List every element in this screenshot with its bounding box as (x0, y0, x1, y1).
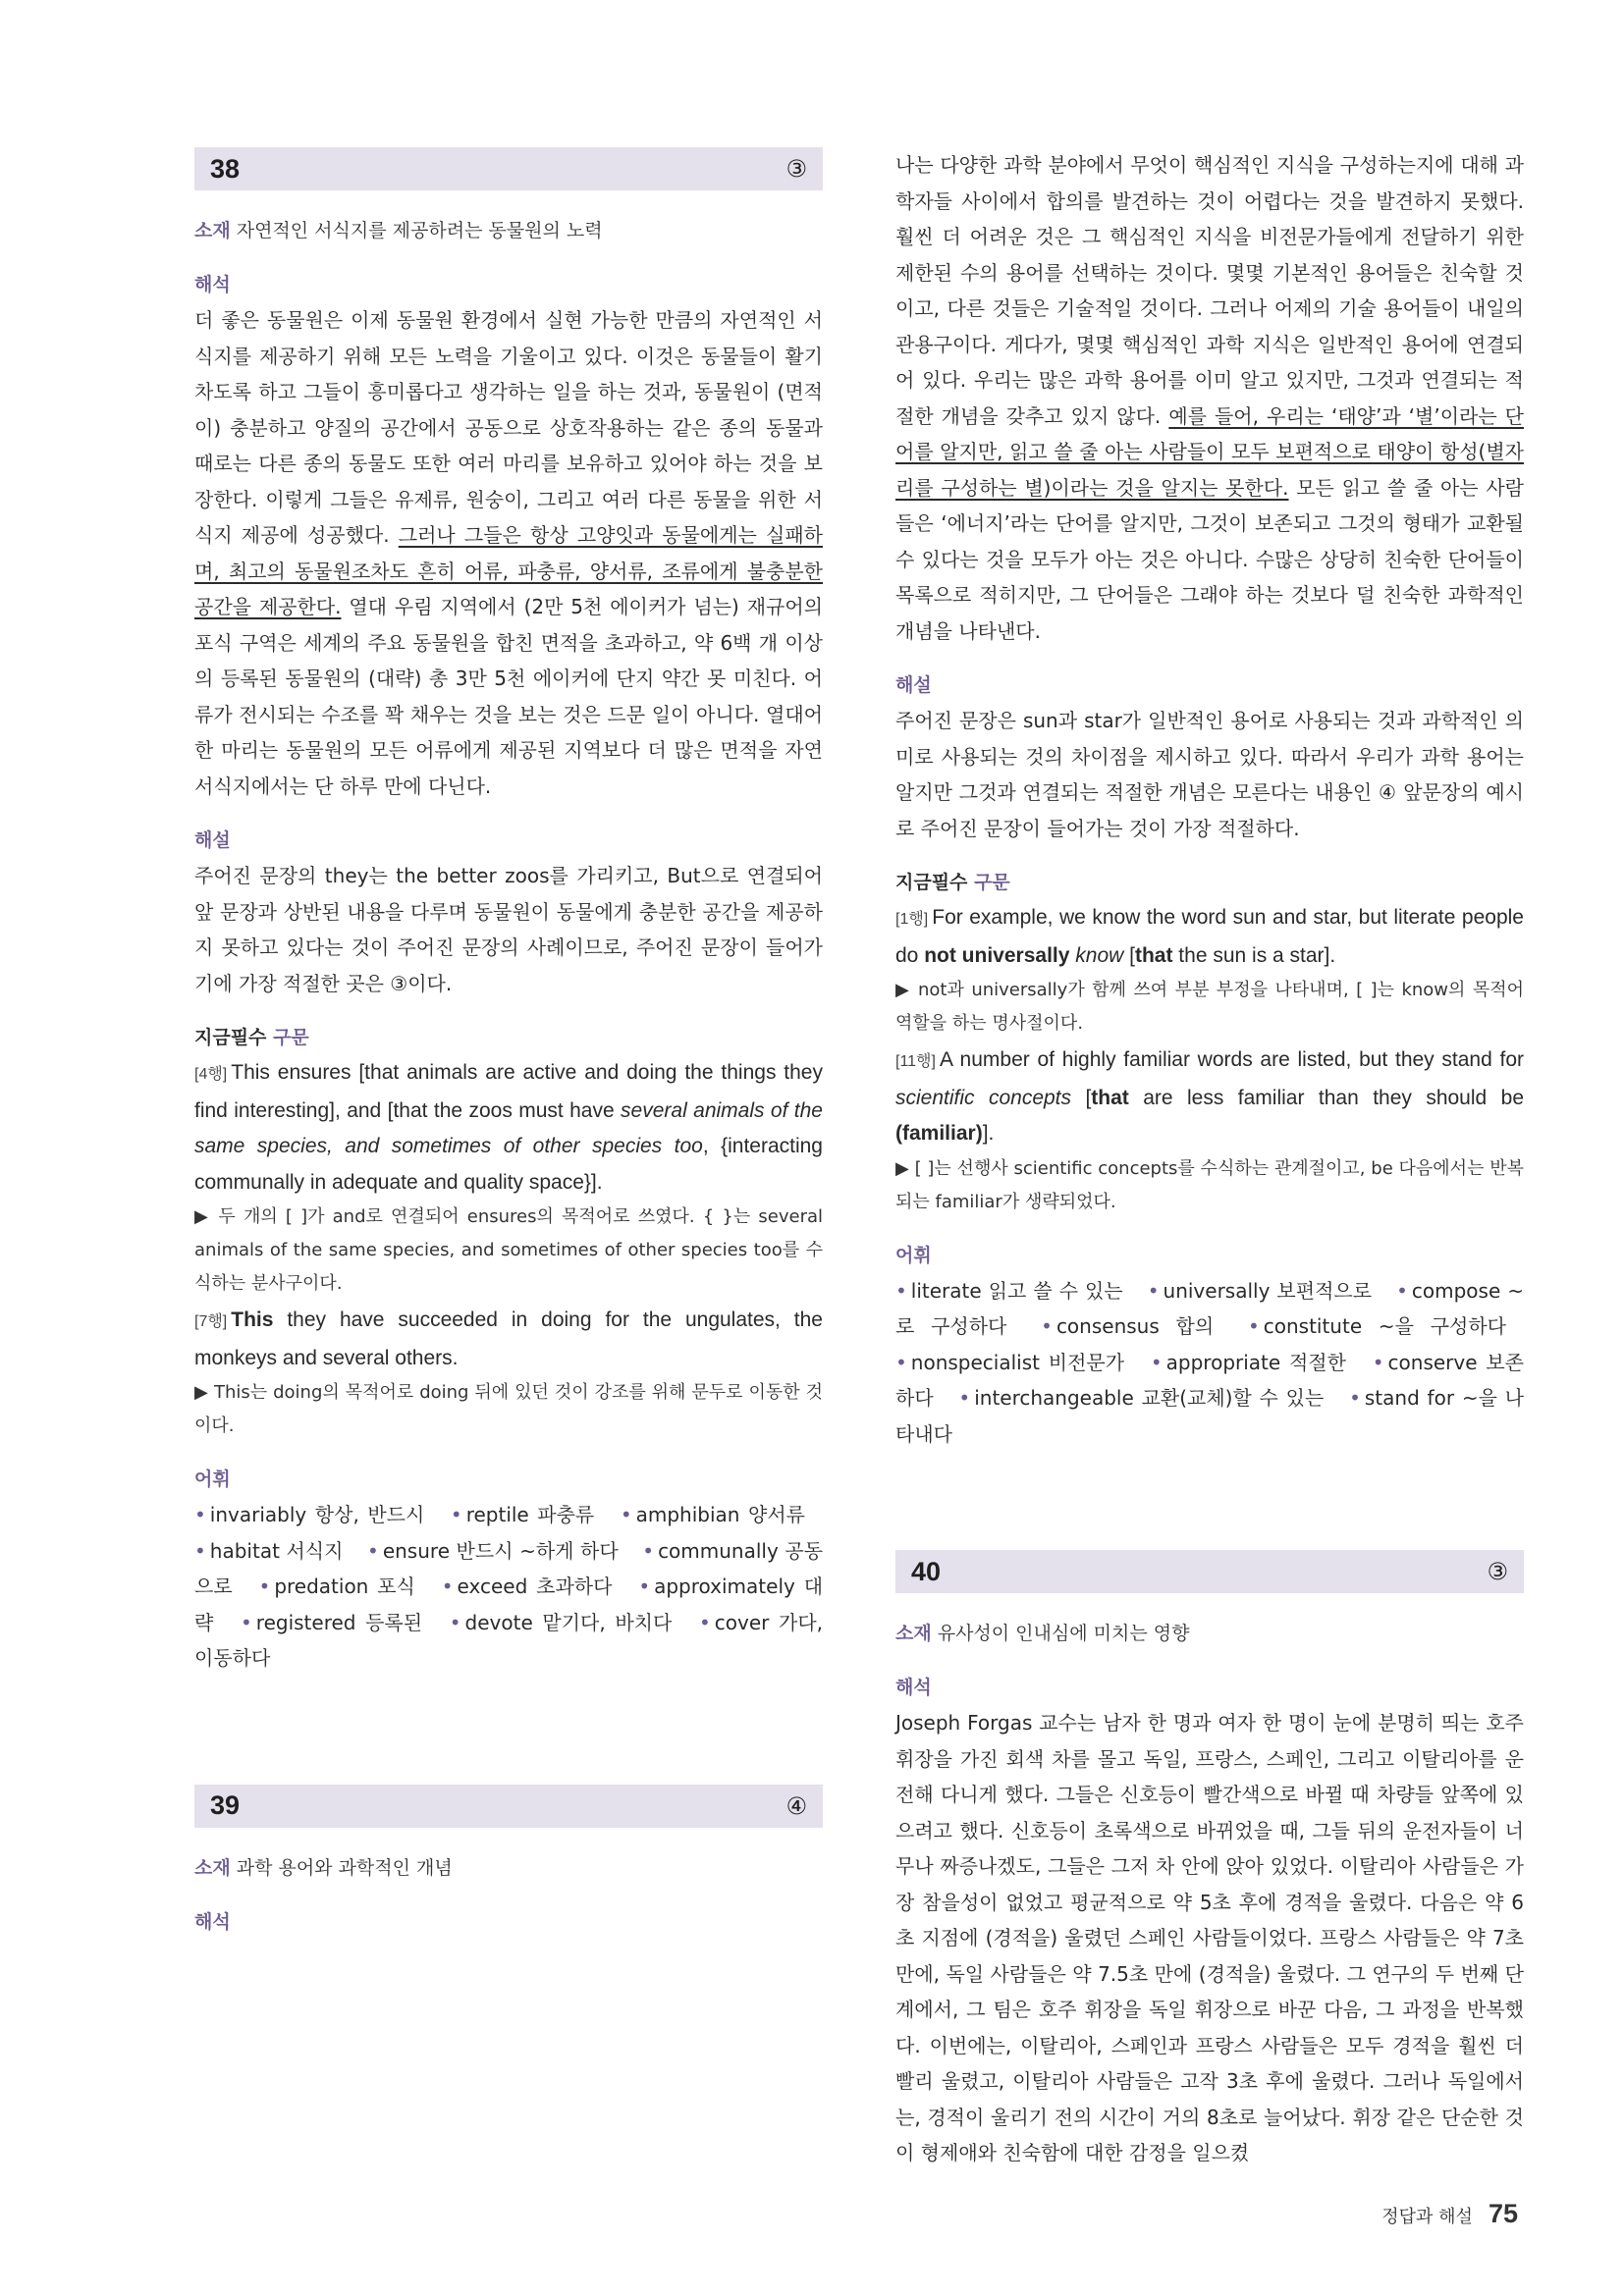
sentence-part: This ensures [that animals are active and doing the things they find interesting], and [that the zoos must have (194, 1061, 823, 1122)
question-number: 38 (210, 153, 241, 184)
sentence-italic: several animals of the same species, and sometimes of other species too (194, 1098, 823, 1157)
structure-note: ▶ This는 doing의 목적어로 doing 뒤에 있던 것이 강조를 위해 문두로 이동한 것이다. (194, 1382, 823, 1436)
sentence-part: are less familiar than they should be (1128, 1086, 1524, 1109)
explanation-heading: 해설 (895, 674, 932, 696)
structure-sentence (895, 900, 1524, 974)
vocab-item: • compose ~로 구성하다 (895, 1278, 1525, 1338)
topic-text: 유사성이 인내심에 미치는 영향 (937, 1623, 1190, 1644)
sentence-part: ]. (982, 1122, 995, 1145)
question-number: 40 (911, 1556, 942, 1586)
vocab-item: • appropriate 적절한 (1150, 1350, 1346, 1374)
structure-heading-sub: 구문 (974, 872, 1010, 893)
structure-sentence (194, 1303, 823, 1376)
sentence-bold: not universally (924, 943, 1070, 967)
translation-heading: 해석 (194, 274, 231, 295)
vocab-item: • constitute ~을 구성하다 (1247, 1314, 1507, 1338)
vocab-item: • stand for ~을 나타내다 (895, 1386, 1524, 1446)
right-column (895, 147, 1524, 2171)
sentence-bold: (familiar) (895, 1122, 983, 1145)
vocab-item: • devote 맡기다, 바치다 (449, 1610, 673, 1634)
topic-tag: 소재 (895, 1623, 932, 1644)
translation-paragraph: Joseph Forgas 교수는 남자 한 명과 여자 한 명이 눈에 분명히 띄는 호주 휘장을 가진 회색 차를 몰고 독일, 프랑스, 스페인, 그리고 이탈리아를 운전해 다니게 했다. 그들은 신호등이 빨간색으로 바뀔 때 차량들 앞쪽에 있으려고 했다. 신호등이 초록색으로 바뀌었을 때, 그들 뒤의 운전자들이 너무나 짜증나겠도, 그들은 그저 차 안에 앉아 있었다. 이탈리아 사람들은 가장 참을성이 없었고 평균적으로 약 5초 후에 경적을 울렸다. 다음은 약 6초 지점에 (경적을) 울렸던 스페인 사람들이었다. 프랑스 사람들은 약 7초 만에, 독일 사람들은 약 7.5초 만에 (경적을) 울렸다. 그 연구의 두 번째 단계에서, 그 팀은 호주 휘장을 독일 휘장으로 바꾼 다음, 그 과정을 반복했다. 이번에는, 이탈리아, 스페인과 프랑스 사람들은 모두 경적을 훨씬 더 빨리 울렸고, 이탈리아 사람들은 고작 3초 후에 울렸다. 그러나 독일에서는, 경적이 울리기 전의 시간이 거의 8초로 늘어났다. 휘장 같은 단순한 것이 형제애와 친숙함에 대한 감정을 일으켰 (895, 1711, 1524, 2164)
explanation-paragraph: 주어진 문장의 they는 the better zoos를 가리키고, But으로 연결되어 앞 문장과 상반된 내용을 다루며 동물원이 동물에게 충분한 공간을 제공하지 못하고 있다는 것이 주어진 문장의 사례이므로, 주어진 문장이 들어가기에 가장 적절한 곳은 ③이다. (194, 864, 823, 995)
structure-heading-main: 지금필수 (895, 872, 968, 893)
vocab-item: • interchangeable 교환(교체)할 수 있는 (958, 1386, 1325, 1410)
structure-sentence (895, 1042, 1524, 1152)
sentence-italic: scientific concepts (895, 1086, 1072, 1109)
vocab-item: • nonspecialist 비전문가 (895, 1350, 1125, 1374)
sentence-bold: This (231, 1308, 274, 1331)
line-ref: [11행] (895, 1053, 936, 1070)
sentence-part: the sun is a star]. (1172, 943, 1336, 967)
translation-text: 열대 우림 지역에서 (2만 5천 에이커가 넘는) 재규어의 포식 구역은 세계의 주요 동물원을 합친 면적을 초과하고, 약 6백 개 이상의 등록된 동물원의 (대략) 총 3만 5천 에이커에 단지 약간 못 미친다. 어류가 전시되는 수조를 꽉 채우는 것을 보는 것은 드문 일이 아니다. 열대어 한 마리는 동물원의 모든 어류에게 제공된 지역보다 더 많은 면적을 자연 서식지에서는 단 하루 만에 다닌다. (194, 595, 823, 798)
structure-heading (194, 1023, 823, 1049)
topic-line (895, 1619, 1524, 1645)
page-footer (1381, 2199, 1518, 2229)
vocab-list (895, 1273, 1524, 1453)
topic-tag: 소재 (194, 220, 231, 241)
structure-note: ▶ [ ]는 선행사 scientific concepts를 수식하는 관계절이고, be 다음에서는 반복되는 familiar가 생략되었다. (895, 1157, 1524, 1212)
page-number: 75 (1488, 2199, 1518, 2228)
vocab-item: • reptile 파충류 (450, 1503, 595, 1526)
sentence-italic: know (1075, 943, 1124, 967)
vocab-heading: 어휘 (194, 1468, 231, 1490)
translation-paragraph (194, 302, 823, 804)
sentence-bold: that (1091, 1086, 1129, 1109)
sentence-part: [ (1123, 943, 1135, 967)
sentence-bold: that (1134, 943, 1173, 967)
vocab-item: • predation 포식 (258, 1575, 415, 1598)
vocab-heading: 어휘 (895, 1244, 932, 1266)
translation-heading: 해석 (895, 1677, 932, 1698)
question-number: 39 (210, 1790, 241, 1820)
translation-heading: 해석 (194, 1910, 231, 1933)
sentence-part: they have succeeded in doing for the ungulates, the monkeys and several others. (194, 1308, 823, 1369)
vocab-item: • universally 보편적으로 (1147, 1278, 1373, 1303)
line-ref: [7행] (194, 1313, 228, 1330)
sentence-part: [ (1071, 1086, 1092, 1109)
topic-text: 자연적인 서식지를 제공하려는 동물원의 노력 (236, 220, 603, 241)
structure-sentence (194, 1055, 823, 1201)
structure-heading (895, 868, 1524, 894)
question-header-40 (895, 1550, 1524, 1593)
vocab-item: • approximately 대략 (194, 1575, 824, 1634)
translation-text: 모든 읽고 쓸 줄 아는 사람들은 ‘에너지’라는 단어를 알지만, 그것이 보존되고 그것의 형태가 교환될 수 있다는 것을 모두가 아는 것은 아니다. 수많은 상당히 친숙한 단어들이 목록으로 적히지만, 그 단어들은 그래야 하는 것보다 덜 친숙한 과학적인 개념을 나타낸다. (895, 475, 1524, 643)
vocab-item: • registered 등록된 (240, 1610, 423, 1634)
vocab-list (194, 1497, 823, 1677)
underlined-sentence: 예를 들어, 우리는 ‘태양’과 ‘별’이라는 단어를 알지만, 읽고 쓸 줄 아는 사람들이 모두 보편적으로 태양이 항성(별자리를 구성하는 별)이라는 것을 알지는 못한다. (895, 403, 1525, 500)
vocab-item: • habitat 서식지 (194, 1538, 344, 1563)
underlined-sentence: 그러나 그들은 항상 고양잇과 동물에게는 실패하며, 최고의 동물원조차도 흔히 어류, 파충류, 양서류, 조류에게 불충분한 공간을 제공한다. (194, 523, 823, 618)
vocab-item: • consensus 합의 (1041, 1314, 1215, 1338)
vocab-item: • literate 읽고 쓸 수 있는 (895, 1278, 1123, 1303)
translation-text: 나는 다양한 과학 분야에서 무엇이 핵심적인 지식을 구성하는지에 대해 과학자들 사이에서 합의를 발견하는 것이 어렵다는 것을 발견하지 못했다. 훨씬 더 어려운 것은 그 핵심적인 지식을 비전문가들에게 전달하기 위한 제한된 수의 용어를 선택하는 것이다. 몇몇 기본적인 용어들은 친숙할 것이고, 다른 것들은 기술적일 것이다. 그러나 어제의 기술 용어들이 내일의 관용구이다. 게다가, 몇몇 핵심적인 과학 지식은 일반적인 용어에 연결되어 있다. 우리는 많은 과학 용어를 이미 알고 있지만, 그것과 연결되는 적절한 개념을 갖추고 있지 않다. (895, 153, 1524, 428)
translation-text: 더 좋은 동물원은 이제 동물원 환경에서 실현 가능한 만큼의 자연적인 서식지를 제공하기 위해 모든 노력을 기울이고 있다. 이것은 동물들이 활기차도록 하고 그들이 흥미롭다고 생각하는 일을 하는 것과, 동물원이 (면적이) 충분하고 양질의 공간에서 공동으로 상호작용하는 같은 종의 동물과 때로는 다른 종의 동물도 또한 여러 마리를 보유하고 있어야 하는 것을 보장한다. 이렇게 그들은 유제류, 원숭이, 그리고 여러 다른 동물을 위한 서식지 제공에 성공했다. (194, 308, 823, 547)
answer-mark: ③ (1487, 1558, 1508, 1585)
vocab-item: • amphibian 양서류 (620, 1503, 805, 1526)
structure-note: ▶ not과 universally가 함께 쓰여 부분 부정을 나타내며, [ ]는 know의 목적어 역할을 하는 명사절이다. (895, 980, 1524, 1034)
answer-mark: ③ (785, 155, 807, 183)
vocab-item: • exceed 초과하다 (441, 1575, 613, 1598)
vocab-item: • ensure 반드시 ~하게 하다 (367, 1538, 619, 1563)
translation-paragraph (895, 147, 1524, 649)
line-ref: [1행] (895, 911, 929, 928)
explanation-paragraph: 주어진 문장은 sun과 star가 일반적인 용어로 사용되는 것과 과학적인 의미로 사용되는 것의 차이점을 제시하고 있다. 따라서 우리가 과학 용어는 알지만 그것과 연결되는 적절한 개념은 모른다는 내용인 ④ 앞문장의 예시로 주어진 문장이 들어가는 것이 가장 적절하다. (895, 709, 1524, 840)
structure-note: ▶ 두 개의 [ ]가 and로 연결되어 ensures의 목적어로 쓰였다. { }는 several animals of the same species, and sometimes of other species too를 수식하는 분사구이다. (194, 1206, 823, 1294)
sentence-part: , {interacting communally in adequate and quality space}]. (194, 1135, 823, 1194)
question-header-38 (194, 147, 823, 190)
vocab-item: • cover 가다, 이동하다 (194, 1610, 824, 1670)
left-column (194, 147, 823, 1940)
topic-text: 과학 용어와 과학적인 개념 (236, 1856, 453, 1879)
answer-mark: ④ (785, 1791, 807, 1820)
structure-heading-main: 지금필수 (194, 1027, 267, 1048)
footer-label: 정답과 해설 (1381, 2207, 1473, 2227)
sentence-part: A number of highly familiar words are listed, but they stand for (939, 1048, 1524, 1071)
topic-tag: 소재 (194, 1856, 231, 1879)
topic-line (194, 1853, 823, 1880)
line-ref: [4행] (194, 1066, 228, 1083)
vocab-item: • communally 공동으로 (194, 1538, 824, 1598)
vocab-item: • conserve 보존하다 (895, 1350, 1524, 1410)
sentence-part: For example, we know the word sun and star, but literate people do (895, 906, 1524, 967)
structure-heading-sub: 구문 (273, 1027, 309, 1048)
question-header-39 (194, 1785, 823, 1828)
explanation-heading: 해설 (194, 829, 231, 851)
topic-line (194, 216, 823, 242)
vocab-item: • invariably 항상, 반드시 (194, 1503, 425, 1526)
